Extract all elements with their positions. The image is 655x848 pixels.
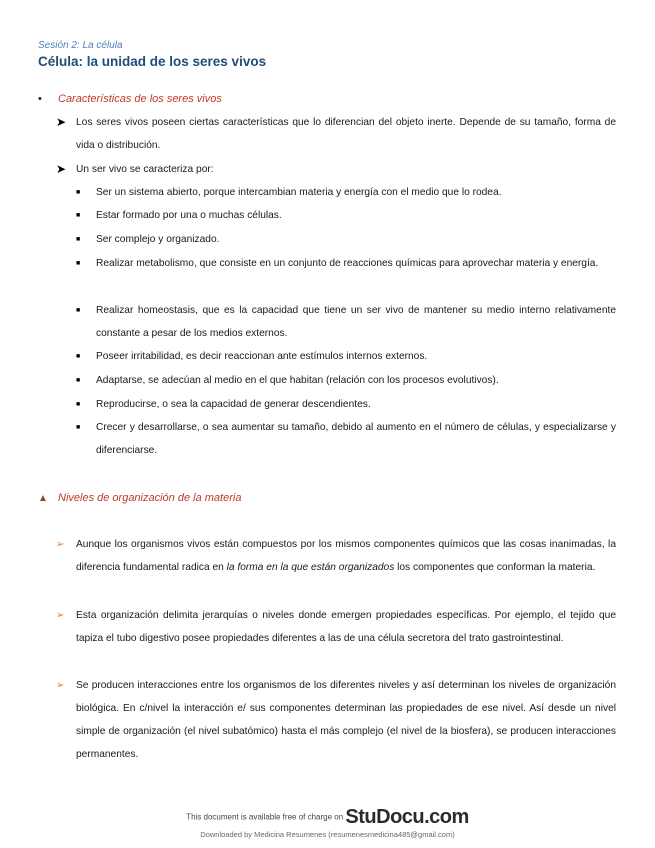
arrow-bullet-icon: ➤ — [56, 115, 67, 129]
arrow-bullet-icon: ➢ — [56, 539, 65, 550]
studocu-logo[interactable]: StuDocu.com — [345, 806, 469, 828]
footer-available-text: This document is available free of charge on — [186, 812, 344, 822]
square-bullet-icon: ■ — [76, 377, 81, 384]
section-heading-organization-levels — [38, 492, 241, 504]
square-bullet-icon: ■ — [76, 401, 81, 408]
sub-list-item-text: Crecer y desarrollarse, o sea aumentar su tamaño, debido al aumento en el número de células, y especializarse y diferenciarse. — [96, 422, 616, 456]
arrow-bullet-icon: ➢ — [56, 680, 65, 691]
sub-list-item — [76, 181, 616, 204]
pointer-bullet-icon: ▲ — [38, 493, 48, 504]
list-item — [56, 111, 616, 157]
list-item-text: Esta organización delimita jerarquías o niveles donde emergen propiedades específicas. Por ejemplo, el tejido que tapiza el tubo digestivo posee propiedades diferentes a las de una célula secretora del trato gastrointestinal. — [76, 610, 616, 644]
square-bullet-icon: ■ — [76, 236, 81, 243]
footer-downloaded: Downloaded by Medicina Resumenes (resumenesmedicina485@gmail.com) — [200, 830, 455, 839]
sub-list-item-text: Ser un sistema abierto, porque intercambian materia y energía con el medio que lo rodea. — [96, 187, 502, 198]
sub-list-item-text: Ser complejo y organizado. — [96, 234, 220, 245]
sub-list-item — [76, 393, 616, 416]
sub-list-item-text: Reproducirse, o sea la capacidad de generar descendientes. — [96, 399, 371, 410]
sub-list-item-text: Poseer irritabilidad, es decir reaccionan ante estímulos internos externos. — [96, 351, 428, 362]
square-bullet-icon: ■ — [76, 189, 81, 196]
emphasis-text: la forma en la que están organizados — [226, 562, 395, 573]
list-item — [56, 604, 616, 650]
sub-list-item — [76, 299, 616, 345]
sub-list-item-text: Realizar homeostasis, que es la capacidad que tiene un ser vivo de mantener su medio interno relativamente constante a pesar de los medios externos. — [96, 305, 616, 339]
square-bullet-icon: ■ — [76, 353, 81, 360]
square-bullet-icon: ■ — [76, 260, 81, 267]
list-item — [56, 158, 616, 181]
list-item — [56, 533, 616, 579]
sub-list-item — [76, 228, 616, 251]
arrow-bullet-icon: ➤ — [56, 162, 67, 176]
square-bullet-icon: ■ — [76, 424, 81, 431]
section-heading-characteristics — [38, 93, 222, 105]
list-item-text: Aunque los organismos vivos están compuestos por los mismos componentes químicos que las cosas inanimadas, la diferencia fundamental radica en — [76, 539, 616, 573]
square-bullet-icon: ■ — [76, 212, 81, 219]
footer-availability — [0, 806, 655, 829]
page-title: Célula: la unidad de los seres vivos — [38, 54, 267, 69]
sub-list-item-text: Realizar metabolismo, que consiste en un conjunto de reacciones químicas para aprovechar materia y energía. — [96, 258, 599, 269]
section-heading-text: Características de los seres vivos — [58, 93, 222, 105]
list-item-text: los componentes que conforman la materia. — [394, 562, 596, 573]
sub-list-item — [76, 369, 616, 392]
sub-list-item — [76, 416, 616, 462]
sub-list-item-text: Estar formado por una o muchas células. — [96, 210, 282, 221]
list-item-text: Se producen interacciones entre los organismos de los diferentes niveles y así determinan los niveles de organización biológica. En c/nivel la interacción e/ sus componentes determinan las propiedades de ese nivel. Así desde un nivel simple de organización (el nivel subatómico) hasta el más complejo (el nivel de la biosfera), se producen interacciones permanentes. — [76, 680, 616, 760]
sub-list-item-text: Adaptarse, se adecúan al medio en el que habitan (relación con los procesos evolutivos). — [96, 375, 499, 386]
list-item-text: Un ser vivo se caracteriza por: — [76, 164, 214, 175]
arrow-bullet-icon: ➢ — [56, 610, 65, 621]
sub-list-item — [76, 252, 616, 275]
section-heading-text: Niveles de organización de la materia — [58, 492, 242, 504]
list-item-text: Los seres vivos poseen ciertas características que lo diferencian del objeto inerte. Depende de su tamaño, forma de vida o distribución. — [76, 117, 616, 151]
square-bullet-icon: ■ — [76, 307, 81, 314]
list-item — [56, 674, 616, 766]
sub-list-item — [76, 204, 616, 227]
session-label: Sesión 2: La célula — [38, 40, 123, 51]
sub-list-item — [76, 345, 616, 368]
bullet-dot-icon: • — [38, 93, 42, 105]
